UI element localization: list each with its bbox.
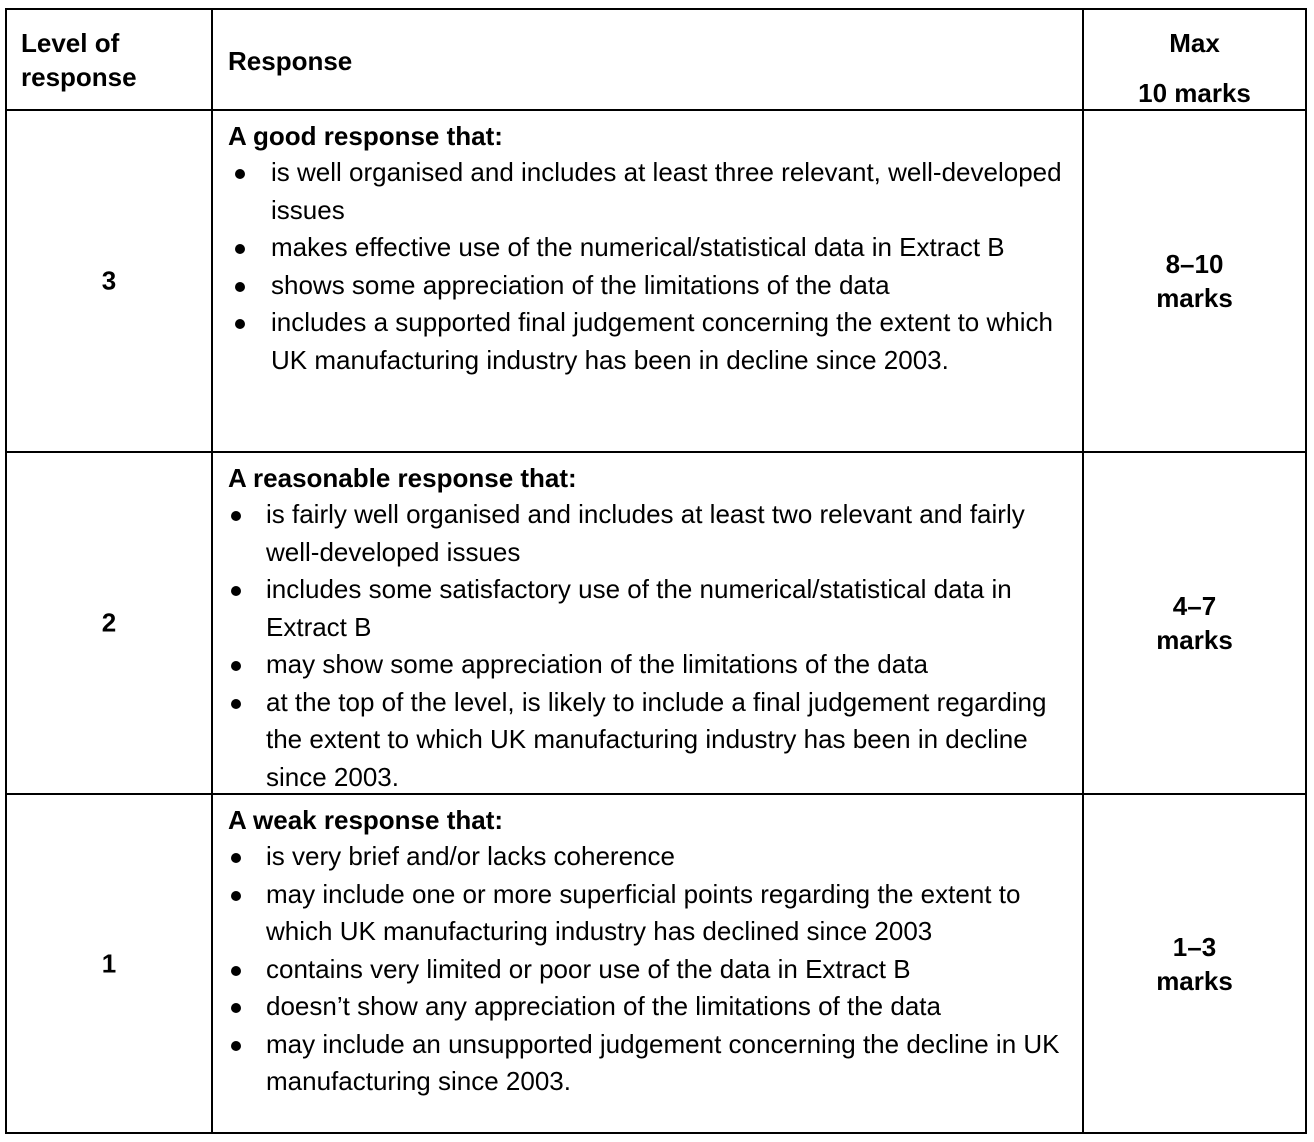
bullet-icon (235, 244, 245, 254)
header-level-label: Level of response (21, 28, 137, 92)
level-number: 2 (101, 607, 117, 638)
list-item: may include one or more superficial points regarding the extent to which UK manufacturing industry has declined since 2003 (228, 876, 1072, 951)
bullet-icon (231, 511, 241, 521)
criteria-list (228, 496, 1072, 796)
header-level-cell (7, 10, 211, 109)
table-header-row (7, 10, 1305, 109)
bullet-icon (231, 891, 241, 901)
list-item: at the top of the level, is likely to include a final judgement regarding the extent to which UK manufacturing industry has been in decline since 2003. (228, 684, 1072, 797)
level-cell (7, 795, 211, 1132)
table-row (7, 793, 1305, 1132)
bullet-icon (235, 282, 245, 292)
list-item: is well organised and includes at least three relevant, well-developed issues (228, 154, 1072, 229)
level-cell (7, 453, 211, 793)
bullet-icon (231, 1003, 241, 1013)
marks-cell (1084, 111, 1305, 451)
level-number: 3 (101, 265, 117, 296)
bullet-icon (231, 853, 241, 863)
column-divider (211, 10, 213, 1132)
list-item: includes some satisfactory use of the numerical/statistical data in Extract B (228, 571, 1072, 646)
header-response-cell (213, 10, 1082, 109)
level-number: 1 (101, 948, 117, 978)
marks-cell (1084, 795, 1305, 1132)
list-item: shows some appreciation of the limitations of the data (228, 267, 1072, 305)
list-item: doesn’t show any appreciation of the limitations of the data (228, 988, 1072, 1026)
table-row (7, 109, 1305, 451)
bullet-icon (231, 699, 241, 709)
criteria-list (228, 838, 1072, 1101)
bullet-icon (231, 1041, 241, 1051)
header-max-label: Max 10 marks (1138, 28, 1251, 108)
bullet-icon (231, 661, 241, 671)
bullet-icon (231, 966, 241, 976)
criteria-list (228, 154, 1072, 379)
mark-scheme-table (5, 8, 1307, 1134)
bullet-icon (235, 169, 245, 179)
bullet-icon (235, 319, 245, 329)
list-item: is fairly well organised and includes at least two relevant and fairly well-developed issues (228, 496, 1072, 571)
response-title: A good response that: (228, 121, 503, 151)
response-cell (213, 795, 1082, 1132)
response-title: A reasonable response that: (228, 463, 577, 493)
marks-range: 4–7 marks (1156, 591, 1233, 655)
marks-range: 8–10 marks (1156, 249, 1233, 313)
list-item: is very brief and/or lacks coherence (228, 838, 1072, 876)
list-item: contains very limited or poor use of the data in Extract B (228, 951, 1072, 989)
column-divider (1082, 10, 1084, 1132)
list-item: makes effective use of the numerical/statistical data in Extract B (228, 229, 1072, 267)
response-cell (213, 453, 1082, 793)
marks-cell (1084, 453, 1305, 793)
list-item: may include an unsupported judgement concerning the decline in UK manufacturing since 2003. (228, 1026, 1072, 1101)
header-response-label: Response (228, 46, 353, 76)
level-cell (7, 111, 211, 451)
table-row (7, 451, 1305, 793)
response-title: A weak response that: (228, 805, 504, 835)
marks-range: 1–3 marks (1156, 931, 1233, 996)
list-item: includes a supported final judgement concerning the extent to which UK manufacturing industry has been in decline since 2003. (228, 304, 1072, 379)
list-item: may show some appreciation of the limitations of the data (228, 646, 1072, 684)
header-max-cell (1084, 10, 1305, 109)
bullet-icon (231, 586, 241, 596)
response-cell (213, 111, 1082, 451)
